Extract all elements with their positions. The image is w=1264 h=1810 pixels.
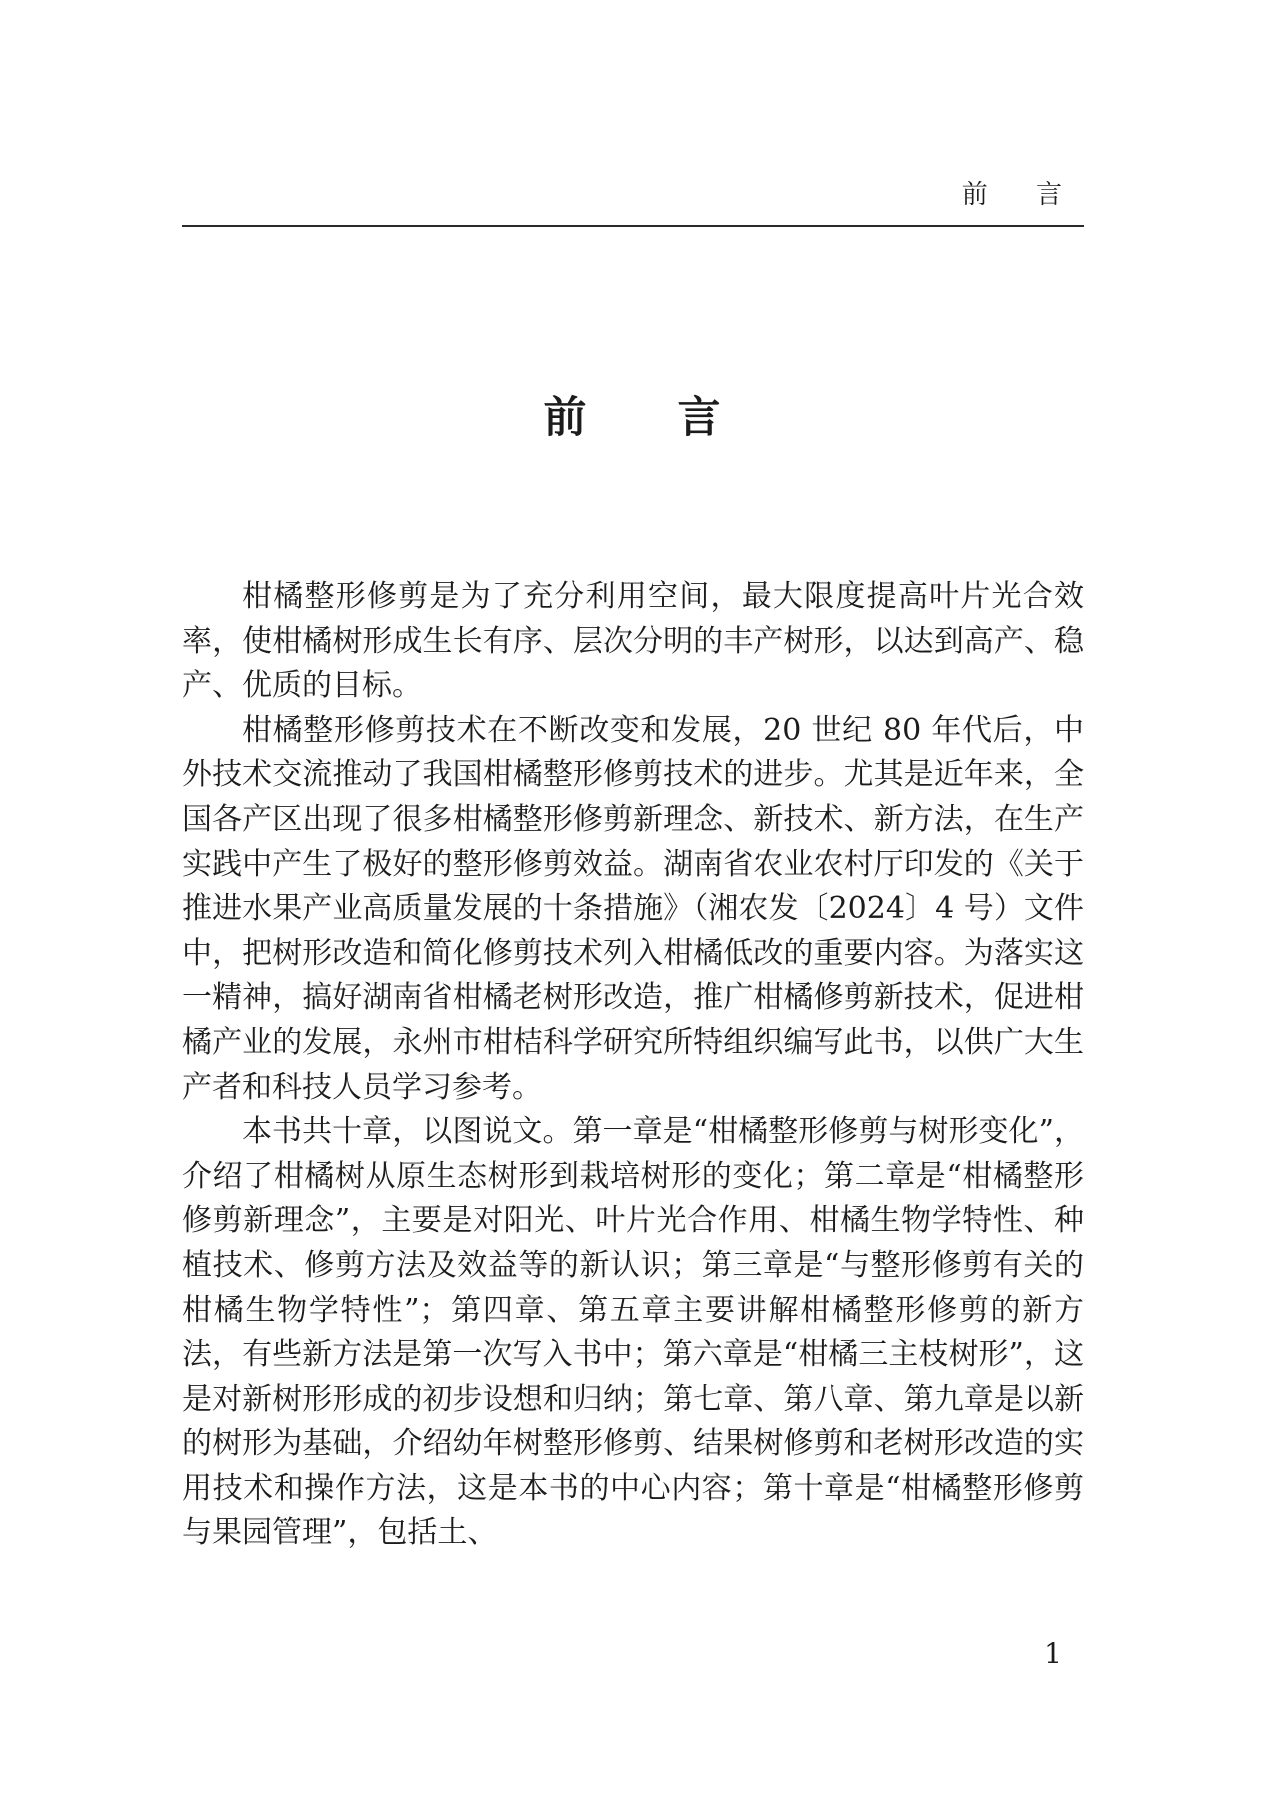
running-header: 前 言 — [961, 180, 1082, 210]
header-rule — [182, 225, 1084, 227]
page-number: 1 — [1044, 1637, 1062, 1670]
page-title: 前 言 — [543, 393, 759, 443]
paragraph: 柑橘整形修剪是为了充分利用空间，最大限度提高叶片光合效率，使柑橘树形成生长有序、层次分明的丰产树形，以达到高产、稳产、优质的目标。 — [182, 579, 1084, 704]
paragraph: 柑橘整形修剪技术在不断改变和发展，20 世纪 80 年代后，中外技术交流推动了我国柑橘整形修剪技术的进步。尤其是近年来，全国各产区出现了很多柑橘整形修剪新理念、新技术、新方法，在生产实践中产生了极好的整形修剪效益。湖南省农业农村厅印发的《关于推进水果产业高质量发展的十条措施》（湘农发〔2024〕4 号）文件中，把树形改造和简化修剪技术列入柑橘低改的重要内容。为落实这一精神，搞好湖南省柑橘老树形改造，推广柑橘修剪新技术，促进柑橘产业的发展，永州市柑桔科学研究所特组织编写此书，以供广大生产者和科技人员学习参考。 — [182, 712, 1084, 1105]
body-text — [182, 575, 1084, 1556]
paragraph: 本书共十章，以图说文。第一章是“柑橘整形修剪与树形变化”，介绍了柑橘树从原生态树形到栽培树形的变化；第二章是“柑橘整形修剪新理念”，主要是对阳光、叶片光合作用、柑橘生物学特性、种植技术、修剪方法及效益等的新认识；第三章是“与整形修剪有关的柑橘生物学特性”；第四章、第五章主要讲解柑橘整形修剪的新方法，有些新方法是第一次写入书中；第六章是“柑橘三主枝树形”，这是对新树形形成的初步设想和归纳；第七章、第八章、第九章是以新的树形为基础，介绍幼年树整形修剪、结果树修剪和老树形改造的实用技术和操作方法，这是本书的中心内容；第十章是“柑橘整形修剪与果园管理”，包括土、 — [182, 1114, 1084, 1551]
